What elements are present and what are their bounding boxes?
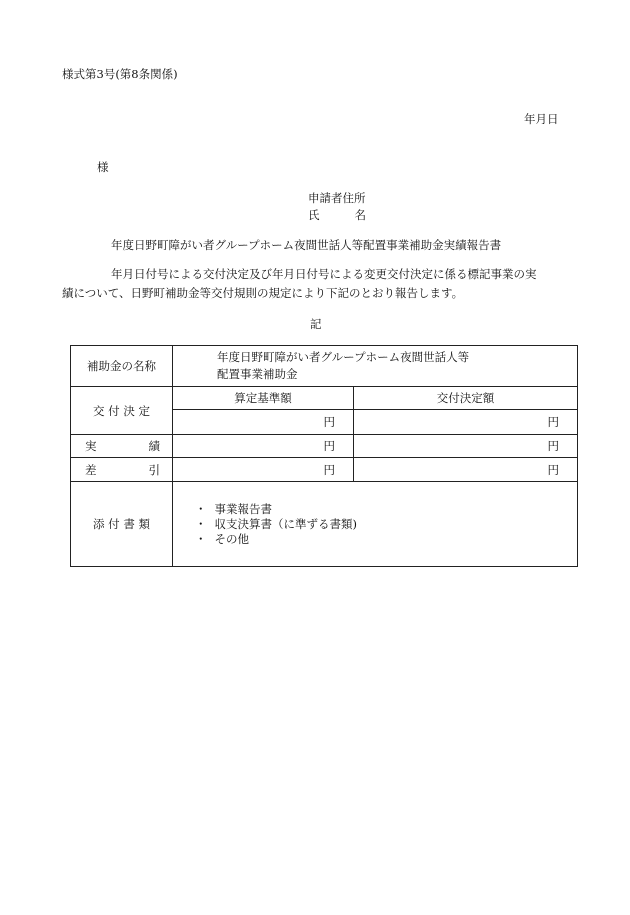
col-calc-base-header: 算定基準額 — [173, 387, 354, 410]
grant-decision-label: 交 付 決 定 — [71, 387, 173, 435]
body-text-line-2: 績について、日野町補助金等交付規則の規定により下記のとおり報告します。 — [62, 286, 464, 300]
attachments-list — [173, 502, 577, 547]
difference-amount-2: 円 — [354, 458, 578, 482]
actual-label-char-2: 績 — [148, 439, 160, 453]
subsidy-name-line-2: 配置事業補助金 — [217, 367, 298, 381]
subsidy-name-value — [173, 346, 578, 387]
report-table — [70, 345, 578, 567]
subsidy-name-line-1: 年度日野町障がい者グループホーム夜間世話人等 — [217, 350, 470, 364]
form-number: 様式第3号(第8条関係) — [62, 67, 178, 81]
difference-label-char-2: 引 — [148, 462, 160, 477]
actual-amount-1: 円 — [173, 435, 354, 458]
difference-amount-1: 円 — [173, 458, 354, 482]
addressee: 様 — [97, 160, 109, 174]
attachments-cell — [173, 482, 578, 567]
list-item: ・ 収支決算書（に準ずる書類) — [195, 517, 577, 532]
col-grant-amount-header: 交付決定額 — [354, 387, 578, 410]
report-title: 年度日野町障がい者グループホーム夜間世話人等配置事業補助金実績報告書 — [111, 238, 502, 252]
ki-heading: 記 — [310, 317, 322, 331]
table-row — [71, 346, 578, 387]
date-line: 年月日 — [524, 112, 559, 126]
actual-label-char-1: 実 — [85, 439, 97, 453]
difference-label-char-1: 差 — [85, 462, 97, 477]
applicant-address-label: 申請者住所 — [308, 191, 366, 205]
actual-label — [71, 435, 173, 458]
grant-amount: 円 — [354, 410, 578, 435]
list-item: ・ その他 — [195, 532, 577, 547]
attachments-label: 添 付 書 類 — [71, 482, 173, 567]
difference-label — [71, 458, 173, 482]
subsidy-name-label: 補助金の名称 — [71, 346, 173, 387]
table-row — [71, 482, 578, 567]
table-row — [71, 435, 578, 458]
body-text-line-1: 年月日付号による交付決定及び年月日付号による変更交付決定に係る標記事業の実 — [111, 267, 537, 281]
applicant-name-label — [308, 207, 366, 223]
table-row — [71, 458, 578, 482]
applicant-name-char-2: 名 — [354, 208, 366, 222]
table-row — [71, 387, 578, 410]
list-item: ・ 事業報告書 — [195, 502, 577, 517]
applicant-name-char-1: 氏 — [308, 208, 320, 222]
calc-base-amount: 円 — [173, 410, 354, 435]
actual-amount-2: 円 — [354, 435, 578, 458]
